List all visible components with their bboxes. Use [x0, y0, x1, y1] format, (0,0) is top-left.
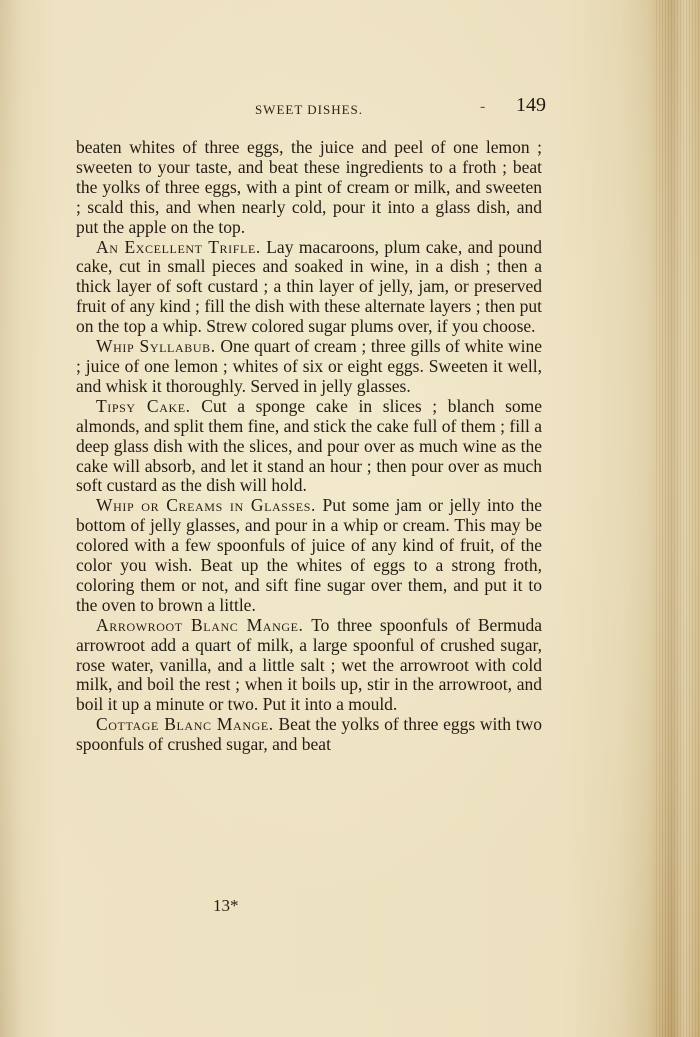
paragraph-heading: Cottage Blanc Mange. — [96, 714, 274, 735]
paragraph-text: Beat the yolks of three eggs with two spoonfuls of crushed sugar, and beat — [76, 714, 542, 755]
paragraph-tipsy-cake — [76, 397, 542, 497]
paragraph-whip-creams — [76, 496, 542, 615]
paragraph-text: Lay macaroons, plum cake, and pound cake, cut in small pieces and soaked in wine, in a dish ; then a thick layer of soft custard ; a thin layer of jelly, jam, or preserved fruit of any kind ; fill the dish with these alternate layers ; then put on the top a whip. Strew colored sugar plums over, if you choose. — [76, 236, 542, 337]
paragraph-text: Put some jam or jelly into the bottom of jelly glasses, and pour in a whip or cream. This may be colored with a few spoonfuls of juice of any kind of fruit, of the color you wish. Beat up the whites of eggs to a strong froth, coloring them or not, and sift fine sugar over them, and put it to the oven to brown a little. — [76, 495, 543, 615]
paragraph-excellent-trifle — [76, 238, 542, 338]
paragraph-cottage-blanc-mange — [76, 715, 542, 755]
paragraph-whip-syllabub — [76, 337, 542, 397]
running-head: SWEET DISHES. — [254, 102, 364, 117]
paragraph-heading: An Excellent Trifle. — [96, 236, 261, 257]
paragraph-heading: Whip Syllabub. — [96, 336, 216, 357]
header-dash: - — [480, 98, 486, 115]
paragraph-text: To three spoonfuls of Bermuda arrowroot add a quart of milk, a large spoonful of crushed sugar, rose water, vanilla, and a little salt ; wet the arrowroot with cold milk, and boil the rest ; when it boils up, stir in the arrowroot, and boil it up a minute or two. Put it into a mould. — [76, 614, 542, 715]
page-number: 149 — [516, 94, 546, 116]
paragraph-text: One quart of cream ; three gills of white wine ; juice of one lemon ; whites of six or eight eggs. Sweeten it well, and whisk it thoroughly. Served in jelly glasses. — [76, 336, 543, 396]
paragraph-heading: Tipsy Cake. — [96, 395, 191, 416]
paragraph-heading: Arrowroot Blanc Mange. — [96, 614, 304, 635]
page-edge-shading — [656, 0, 700, 1037]
paragraph-text: beaten whites of three eggs, the juice and peel of one lemon ; sweeten to your taste, and beat these ingredients to a froth ; beat the yolks of three eggs, with a pint of cream or milk, and sweeten ; scald this, and when nearly cold, pour it into a glass dish, and put the apple on the top. — [76, 137, 542, 237]
paragraph-continuation — [76, 138, 542, 238]
paragraph-heading: Whip or Creams in Glasses. — [96, 495, 316, 516]
paragraph-arrowroot-blanc-mange — [76, 616, 542, 716]
paragraph-text: Cut a sponge cake in slices ; blanch some almonds, and split them fine, and stick the cake full of them ; fill a deep glass dish with the slices, and pour over as much wine as the cake will absorb, and let it stand an hour ; then pour over as much soft custard as the dish will hold. — [76, 395, 543, 496]
signature-mark: 13* — [213, 896, 239, 915]
page-header — [76, 94, 546, 126]
body-text — [76, 138, 542, 755]
